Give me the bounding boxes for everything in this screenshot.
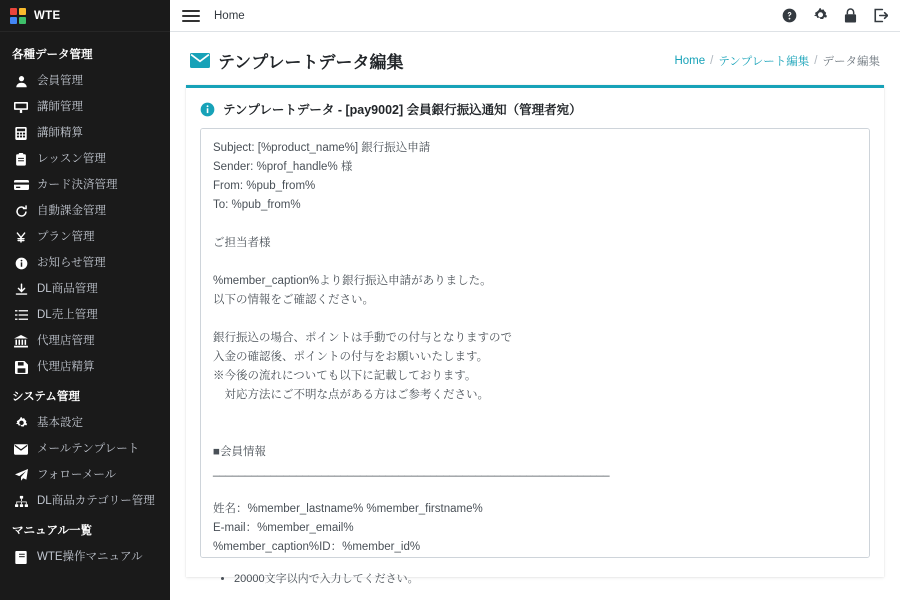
breadcrumb-item-home[interactable]: Home — [674, 54, 706, 67]
sidebar-nav — [0, 32, 170, 570]
sidebar-item-dl-product-management[interactable] — [0, 276, 170, 302]
sidebar-item-label: DL商品管理 — [37, 283, 98, 295]
sidebar-section-header-data: 各種データ管理 — [12, 49, 93, 61]
brand-title: WTE — [34, 9, 61, 22]
sidebar-item-label: プラン管理 — [37, 231, 95, 243]
sidebar-item-mail-template[interactable] — [0, 436, 170, 462]
breadcrumb — [674, 53, 880, 69]
save-icon — [12, 361, 30, 374]
sidebar-item-dl-sales-management[interactable] — [0, 302, 170, 328]
sidebar-section-header-system: システム管理 — [12, 391, 80, 403]
credit-card-icon — [12, 179, 30, 191]
topbar-right-actions — [782, 8, 888, 23]
brand[interactable] — [0, 0, 170, 32]
card-title: テンプレートデータ - [pay9002] 会員銀行振込通知（管理者宛） — [223, 103, 582, 117]
main-area — [170, 0, 900, 600]
paper-plane-icon — [12, 469, 30, 482]
card-header — [186, 88, 884, 128]
logout-icon[interactable] — [873, 8, 888, 23]
bank-icon — [12, 335, 30, 348]
content-area — [170, 32, 900, 600]
refresh-icon — [12, 205, 30, 218]
breadcrumb-separator: / — [814, 54, 818, 67]
sidebar-item-notice-management[interactable] — [0, 250, 170, 276]
sidebar-item-label: カード決済管理 — [37, 179, 118, 191]
download-icon — [12, 283, 30, 296]
list-icon — [12, 309, 30, 321]
template-card — [186, 85, 884, 585]
topbar-home-link[interactable]: Home — [214, 9, 245, 22]
sidebar — [0, 0, 170, 600]
sidebar-item-instructor-management[interactable] — [0, 94, 170, 120]
page-header — [170, 32, 900, 85]
breadcrumb-item-data-edit: データ編集 — [822, 55, 880, 68]
sitemap-icon — [12, 495, 30, 508]
yen-icon — [12, 231, 30, 244]
sidebar-item-basic-settings[interactable] — [0, 410, 170, 436]
gear-icon — [12, 417, 30, 430]
sidebar-item-label: DL売上管理 — [37, 309, 98, 321]
sidebar-item-wte-manual[interactable] — [0, 544, 170, 570]
sidebar-item-label: 基本設定 — [37, 417, 83, 429]
card-body — [186, 128, 884, 587]
sidebar-item-dl-category-management[interactable] — [0, 488, 170, 514]
sidebar-item-label: メールテンプレート — [37, 443, 140, 455]
sidebar-item-label: DL商品カテゴリー管理 — [37, 495, 155, 507]
sidebar-item-label: WTE操作マニュアル — [37, 551, 143, 563]
sidebar-item-instructor-settlement[interactable] — [0, 120, 170, 146]
sidebar-item-label: レッスン管理 — [37, 153, 106, 165]
sidebar-item-member-management[interactable] — [0, 68, 170, 94]
envelope-icon — [12, 444, 30, 455]
sidebar-item-label: 自動課金管理 — [37, 205, 106, 217]
help-text-item: • 20000文字以内で入力してください。 — [234, 571, 870, 587]
breadcrumb-separator: / — [710, 54, 714, 67]
sidebar-item-label: 講師管理 — [37, 101, 83, 113]
sidebar-item-label: 代理店管理 — [37, 335, 95, 347]
google-colors-logo-icon — [10, 8, 26, 24]
sidebar-item-label: 講師精算 — [37, 127, 83, 139]
sidebar-item-agency-management[interactable] — [0, 328, 170, 354]
clipboard-icon — [12, 153, 30, 166]
sidebar-item-label: 代理店精算 — [37, 361, 95, 373]
hamburger-icon[interactable] — [182, 8, 200, 24]
user-icon — [12, 75, 30, 88]
page-title — [190, 48, 403, 73]
help-text-list — [200, 571, 870, 587]
envelope-icon — [190, 53, 210, 68]
sidebar-item-label: お知らせ管理 — [37, 257, 106, 269]
textarea-wrapper — [200, 128, 870, 563]
sidebar-item-auto-billing-management[interactable] — [0, 198, 170, 224]
sidebar-item-plan-management[interactable] — [0, 224, 170, 250]
breadcrumb-item-template-edit[interactable]: テンプレート編集 — [718, 55, 810, 68]
sidebar-item-agency-settlement[interactable] — [0, 354, 170, 380]
help-circle-icon[interactable] — [782, 8, 797, 23]
sidebar-item-lesson-management[interactable] — [0, 146, 170, 172]
info-circle-icon — [12, 257, 30, 270]
gear-icon[interactable] — [813, 8, 828, 23]
sidebar-item-follow-mail[interactable] — [0, 462, 170, 488]
book-icon — [12, 551, 30, 564]
template-body-textarea[interactable] — [200, 128, 870, 558]
calculator-icon — [12, 127, 30, 140]
page-title-text: テンプレートデータ編集 — [218, 53, 404, 72]
lock-icon[interactable] — [844, 8, 857, 23]
info-circle-icon — [200, 102, 215, 117]
sidebar-item-card-payment-management[interactable] — [0, 172, 170, 198]
chalkboard-teacher-icon — [12, 101, 30, 114]
topbar — [170, 0, 900, 32]
sidebar-item-label: 会員管理 — [37, 75, 83, 87]
sidebar-section-header-manual: マニュアル一覧 — [12, 525, 93, 537]
sidebar-item-label: フォローメール — [37, 469, 117, 481]
